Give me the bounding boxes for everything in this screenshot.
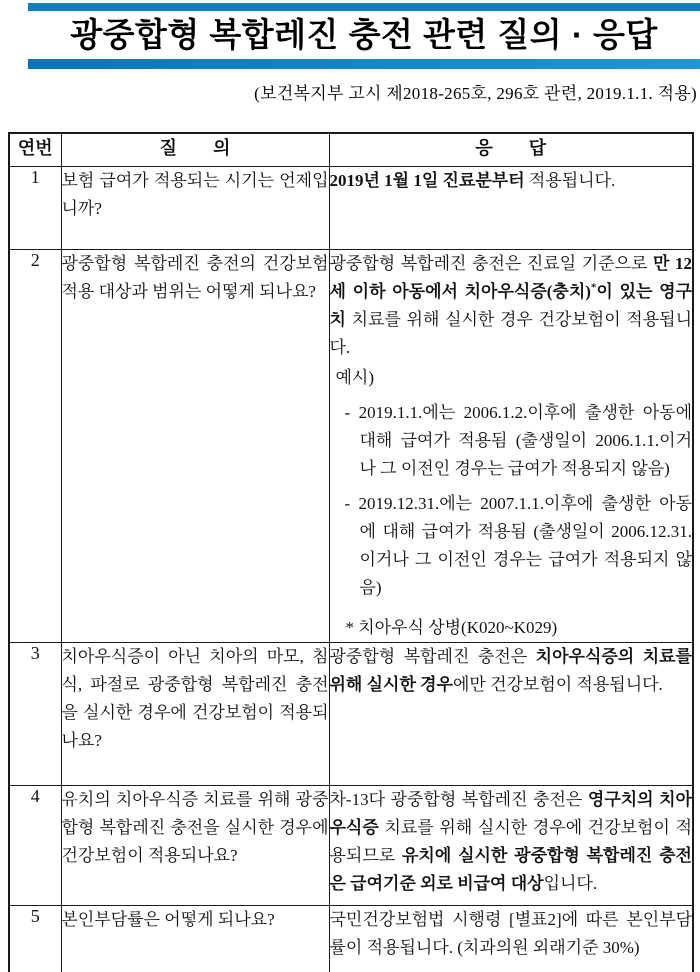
text-block bbox=[62, 906, 329, 934]
text-segment: 예시) bbox=[335, 367, 375, 387]
text-segment: 이 있는 영구치 bbox=[329, 281, 692, 329]
text-block bbox=[330, 364, 693, 392]
notice-reference-subtitle: (보건복지부 고시 제2018-265호, 296호 관련, 2019.1.1. 적용) bbox=[254, 84, 697, 103]
top-accent-bar bbox=[28, 3, 700, 11]
column-header-answer: 응 답 bbox=[329, 133, 693, 166]
text-segment: 유치의 치아우식증 치료를 위해 광중합형 복합레진 충전을 실시한 경우에 건강보험이 적용되나요? bbox=[61, 789, 329, 865]
table-row bbox=[9, 905, 693, 972]
text-segment: - 2019.12.31.에는 2007.1.1.이후에 출생한 아동에 대해 급여가 적용됨 (출생일이 2006.12.31.이거나 그 이전인 경우는 급여가 적용되지 않음) bbox=[344, 493, 692, 597]
question-cell bbox=[61, 642, 329, 785]
row-number: 5 bbox=[9, 905, 61, 972]
text-segment: - 2019.1.1.에는 2006.1.2.이후에 출생한 아동에 대해 급여가 적용됨 (출생일이 2006.1.1.이거나 그 이전인 경우는 급여가 적용되지 않음) bbox=[344, 402, 692, 478]
table-row bbox=[9, 642, 693, 785]
text-segment: 광중합형 복합레진 충전의 건강보험 적용 대상과 범위는 어떻게 되나요? bbox=[61, 253, 329, 301]
table-row bbox=[9, 785, 693, 905]
text-block bbox=[62, 250, 329, 306]
row-number: 1 bbox=[9, 166, 61, 249]
text-segment: 광중합형 복합레진 충전은 진료일 기준으로 bbox=[329, 253, 653, 273]
text-block bbox=[330, 786, 693, 898]
text-block bbox=[330, 399, 693, 483]
document-header bbox=[28, 3, 700, 69]
text-segment: 국민건강보험법 시행령 [별표2]에 따른 본인부담률이 적용됩니다. (치과의원 외래기준 30%) bbox=[329, 909, 692, 957]
text-block bbox=[330, 906, 693, 962]
page-title: 광중합형 복합레진 충전 관련 질의 · 응답 bbox=[70, 16, 658, 53]
text-block bbox=[62, 643, 329, 755]
column-header-question: 질 의 bbox=[61, 133, 329, 166]
text-segment: 치료를 위해 실시한 경우 건강보험이 적용됩니다. bbox=[329, 309, 692, 357]
row-number: 2 bbox=[9, 249, 61, 642]
answer-cell bbox=[329, 642, 693, 785]
bottom-accent-bar bbox=[28, 59, 700, 69]
text-segment: 에만 건강보험이 적용됩니다. bbox=[452, 674, 663, 694]
text-segment: 유치에 실시한 광중합형 복합레진 충전은 급여기준 외로 비급여 대상 bbox=[329, 845, 692, 893]
text-segment: 광중합형 복합레진 충전은 bbox=[329, 646, 536, 666]
text-segment: 치아우식증이 아닌 치아의 마모, 침식, 파절로 광중합형 복합레진 충전을 실시한 경우에 건강보험이 적용되나요? bbox=[61, 646, 329, 750]
text-segment: 치료를 위해 실시한 경우에 건강보험이 적용되므로 bbox=[329, 817, 692, 865]
question-cell bbox=[61, 249, 329, 642]
text-segment: 만 12세 이하 아동에서 치아우식증(충치) bbox=[329, 253, 692, 301]
question-cell bbox=[61, 785, 329, 905]
text-segment: 차-13다 광중합형 복합레진 충전은 bbox=[329, 789, 588, 809]
answer-cell bbox=[329, 249, 693, 642]
column-header-number: 연번 bbox=[9, 133, 61, 166]
text-segment: 영구치의 치아우식증 bbox=[329, 789, 692, 837]
text-segment: 본인부담률은 어떻게 되나요? bbox=[61, 909, 275, 929]
text-block bbox=[330, 643, 693, 699]
answer-cell bbox=[329, 166, 693, 249]
text-segment: * bbox=[590, 280, 597, 293]
answer-cell bbox=[329, 905, 693, 972]
qa-table bbox=[8, 132, 694, 972]
question-cell bbox=[61, 166, 329, 249]
text-segment: 보험 급여가 적용되는 시기는 언제입니까? bbox=[61, 170, 329, 218]
question-cell bbox=[61, 905, 329, 972]
row-number: 3 bbox=[9, 642, 61, 785]
text-block bbox=[330, 614, 693, 642]
text-block bbox=[62, 167, 329, 223]
text-block bbox=[62, 786, 329, 870]
text-segment: * 치아우식 상병(K020~K029) bbox=[345, 617, 558, 637]
text-segment: 적용됩니다. bbox=[524, 170, 616, 190]
row-number: 4 bbox=[9, 785, 61, 905]
table-header-row bbox=[9, 133, 693, 166]
text-segment: 치아우식증의 치료를 위해 실시한 경우 bbox=[329, 646, 692, 694]
table-row bbox=[9, 249, 693, 642]
text-segment: 입니다. bbox=[543, 873, 598, 893]
text-block bbox=[330, 167, 693, 195]
table-row bbox=[9, 166, 693, 249]
text-segment: 2019년 1월 1일 진료분부터 bbox=[329, 170, 525, 190]
text-block bbox=[330, 490, 693, 602]
text-block bbox=[330, 250, 693, 362]
answer-cell bbox=[329, 785, 693, 905]
